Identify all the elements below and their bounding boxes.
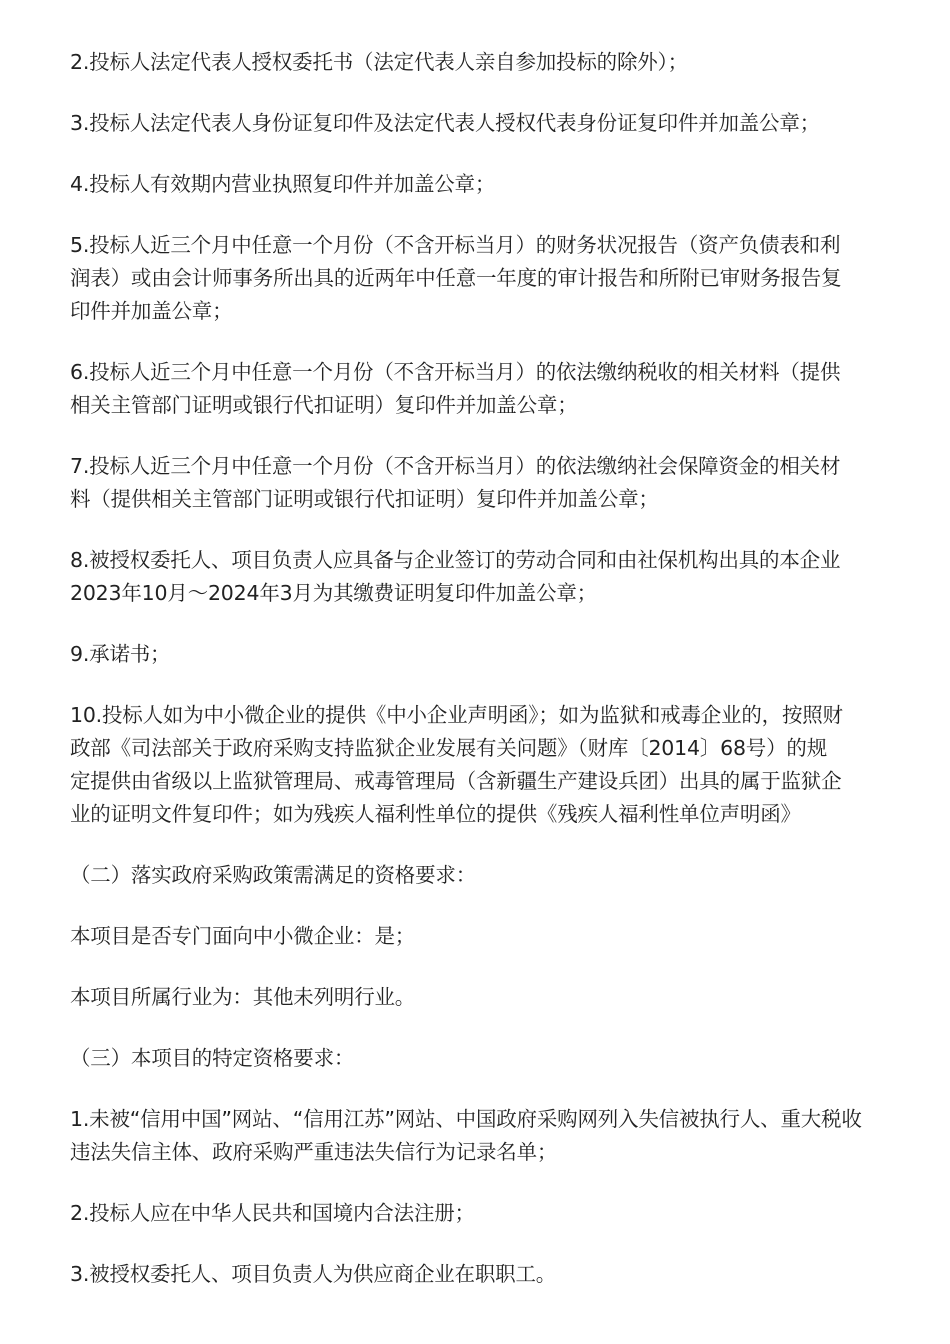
- specific-req-item-1: [70, 1103, 882, 1169]
- text-line: 8.被授权委托人、项目负责人应具备与企业签订的劳动合同和由社保机构出具的本企业: [70, 548, 841, 572]
- paragraph-item-2: [70, 46, 882, 79]
- text-line: 4.投标人有效期内营业执照复印件并加盖公章；: [70, 172, 496, 196]
- paragraph-item-6: [70, 356, 882, 422]
- text-line: 政部《司法部关于政府采购支持监狱企业发展有关问题》（财库〔2014〕68号）的规: [70, 736, 828, 760]
- document-body: [70, 46, 882, 1319]
- text-line: 2.投标人应在中华人民共和国境内合法注册；: [70, 1201, 475, 1225]
- specific-req-item-2: [70, 1197, 882, 1230]
- paragraph-item-4: [70, 168, 882, 201]
- paragraph-item-7: [70, 450, 882, 516]
- paragraph-item-10: [70, 699, 882, 831]
- text-line: 9.承诺书；: [70, 642, 171, 666]
- text-line: 润表）或由会计师事务所出具的近两年中任意一年度的审计报告和所附已审财务报告复: [70, 266, 842, 290]
- text-line: 业的证明文件复印件；如为残疾人福利性单位的提供《残疾人福利性单位声明函》: [70, 802, 801, 826]
- paragraph-item-8: [70, 544, 882, 610]
- text-line: 3.被授权委托人、项目负责人为供应商企业在职职工。: [70, 1262, 557, 1286]
- text-line: 定提供由省级以上监狱管理局、戒毒管理局（含新疆生产建设兵团）出具的属于监狱企: [70, 769, 842, 793]
- text-line: 料（提供相关主管部门证明或银行代扣证明）复印件并加盖公章；: [70, 487, 659, 511]
- text-line: 1.未被“信用中国”网站、“信用江苏”网站、中国政府采购网列入失信被执行人、重大税收: [70, 1107, 862, 1131]
- text-line: 本项目是否专门面向中小微企业：是；: [70, 924, 416, 948]
- text-line: 2.投标人法定代表人授权委托书（法定代表人亲自参加投标的除外）；: [70, 50, 688, 74]
- text-line: 本项目所属行业为：其他未列明行业。: [70, 985, 416, 1009]
- text-line: 7.投标人近三个月中任意一个月份（不含开标当月）的依法缴纳社会保障资金的相关材: [70, 454, 841, 478]
- paragraph-industry: [70, 981, 882, 1014]
- text-line: 6.投标人近三个月中任意一个月份（不含开标当月）的依法缴纳税收的相关材料（提供: [70, 360, 841, 384]
- text-line: 印件并加盖公章；: [70, 299, 233, 323]
- text-line: 2023年10月～2024年3月为其缴费证明复印件加盖公章；: [70, 581, 597, 605]
- text-line: 违法失信主体、政府采购严重违法失信行为记录名单；: [70, 1140, 558, 1164]
- text-line: （三）本项目的特定资格要求：: [70, 1046, 355, 1070]
- paragraph-sme-target: [70, 920, 882, 953]
- specific-req-item-3: [70, 1258, 882, 1291]
- text-line: 10.投标人如为中小微企业的提供《中小企业声明函》；如为监狱和戒毒企业的，按照财: [70, 703, 843, 727]
- paragraph-item-3: [70, 107, 882, 140]
- text-line: 3.投标人法定代表人身份证复印件及法定代表人授权代表身份证复印件并加盖公章；: [70, 111, 820, 135]
- section-heading-3: [70, 1042, 882, 1075]
- section-heading-2: [70, 859, 882, 892]
- paragraph-item-5: [70, 229, 882, 328]
- text-line: （二）落实政府采购政策需满足的资格要求：: [70, 863, 476, 887]
- text-line: 5.投标人近三个月中任意一个月份（不含开标当月）的财务状况报告（资产负债表和利: [70, 233, 841, 257]
- text-line: 相关主管部门证明或银行代扣证明）复印件并加盖公章；: [70, 393, 578, 417]
- paragraph-item-9: [70, 638, 882, 671]
